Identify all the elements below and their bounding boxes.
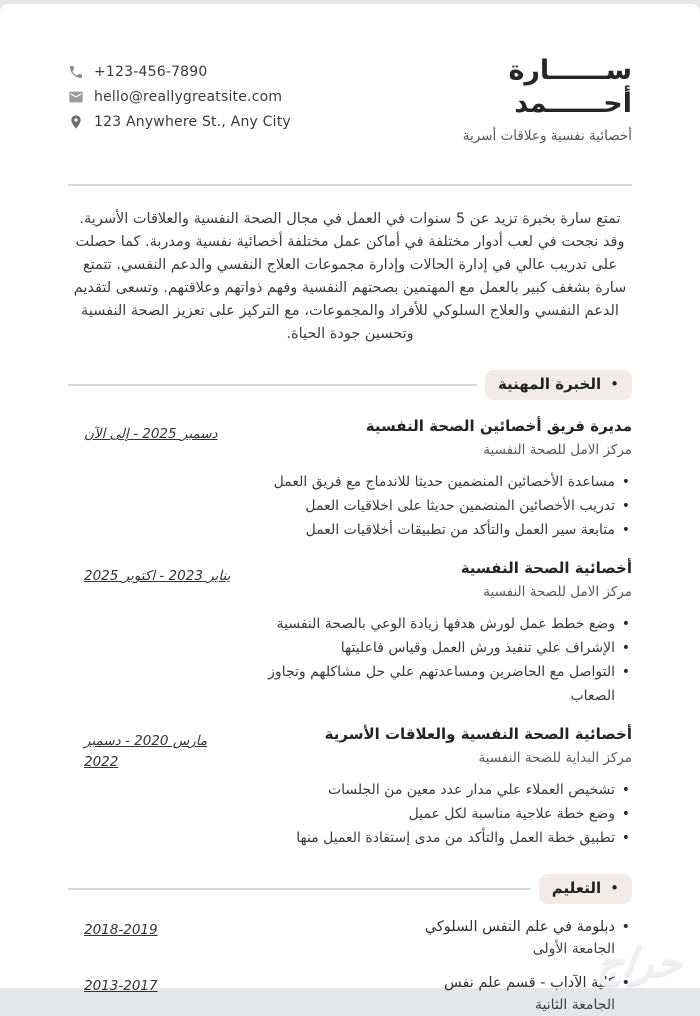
email-icon	[68, 89, 84, 105]
section-rule	[68, 384, 477, 386]
date-column	[68, 972, 240, 1016]
email-value: hello@reallygreatsite.com	[94, 89, 283, 105]
bullet-item: • وضع خطة علاجية مناسبة لكل عميل	[240, 802, 632, 826]
education-entry	[68, 916, 632, 960]
date-column	[68, 416, 240, 542]
education-body	[240, 916, 632, 960]
summary-paragraph: تمتع سارة بخبرة تزيد عن 5 سنوات في العمل في مجال الصحة النفسية والعلاقات الأسرية. وقد نجحت في لعب أدوار مختلفة في أماكن عمل مختلفة أخصائية نفسية ومدربة. كما حصلت على تدريب عالي في إدارة الحالات وإدارة مجموعات العلاج النفسي والدعم النفسي. تتمتع سارة بشغف كبير بالعمل مع المهتمين بصحتهم النفسية وفهم ذواتهم وعلاقتهم. وتسعى لتقديم الدعم النفسي والعلاج السلوكي للأفراد والمجموعات، مع التركيز على تعزيز الصحة النفسية وتحسين جودة الحياة.	[73, 211, 627, 342]
resume-page	[0, 4, 700, 1013]
entry-company: مركز البداية للصحة النفسية	[478, 750, 632, 766]
education-school: الجامعة الثانية	[535, 997, 615, 1013]
entry-title: مديرة فريق أخصائين الصحة النفسية	[365, 417, 632, 435]
section-bullet-icon: •	[610, 374, 619, 393]
entry-date: مارس 2020 - دسمبر 2022	[84, 733, 208, 770]
experience-section-title: الخبرة المهنية	[497, 375, 602, 393]
address-value: 123 Anywhere St., Any City	[94, 114, 291, 130]
date-column	[68, 724, 240, 850]
experience-entry	[68, 558, 632, 708]
entry-body	[240, 724, 632, 850]
name-line-1: ســــــارة	[508, 55, 632, 86]
experience-pill	[485, 370, 632, 400]
bullet-item: • تدريب الأخصائين المنضمين حديثا على اخلاقيات العمل	[240, 494, 632, 518]
entry-bullet-list	[240, 778, 632, 850]
education-degree: • كلية الآداب - قسم علم نفس	[240, 972, 632, 994]
entry-body	[240, 416, 632, 542]
bullet-item: • التواصل مع الحاضرين ومساعدتهم علي حل مشاكلهم وتجاوز الصعاب	[240, 660, 632, 708]
entry-body	[240, 558, 632, 708]
entry-title: أخصائية الصحة النفسية والعلاقات الأسرية	[324, 725, 632, 743]
entry-bullet-list	[240, 612, 632, 708]
education-date: 2013-2017	[84, 978, 158, 994]
entry-bullet-list	[240, 470, 632, 542]
name-line-2: أحــــــمد	[514, 88, 632, 119]
bullet-item: • الإشراف علي تنفيذ ورش العمل وقياس فاعليتها	[240, 636, 632, 660]
location-pin-icon	[68, 114, 84, 130]
date-column	[68, 558, 240, 708]
haraj-watermark: حراج	[595, 940, 686, 986]
section-bullet-icon: •	[610, 878, 619, 897]
entry-company: مركز الامل للصحة النفسية	[483, 442, 632, 458]
entry-date: دسمبر 2025 - إلى الآن	[84, 426, 218, 442]
phone-icon	[68, 64, 84, 80]
education-entry	[68, 972, 632, 1016]
education-date: 2018-2019	[84, 922, 158, 938]
bullet-item: • وضع خطط عمل لورش هدفها زيادة الوعي بالصحة النفسية	[240, 612, 632, 636]
bullet-item: • تطبيق خطة العمل والتأكد من مدى إستفادة العميل منها	[240, 826, 632, 850]
bullet-item: • متابعة سير العمل والتأكد من تطبيقات أخلاقيات العمل	[240, 518, 632, 542]
education-section-header	[68, 874, 632, 904]
education-pill	[539, 874, 632, 904]
experience-section-header	[68, 370, 632, 400]
phone-value: +123-456-7890	[94, 64, 208, 80]
person-job-title: أخصائية نفسية وعلاقات أسرية	[462, 128, 632, 144]
education-degree: • دبلومة في علم النفس السلوكي	[240, 916, 632, 938]
header-divider	[68, 184, 632, 186]
section-rule	[68, 888, 531, 890]
contact-address	[68, 114, 291, 130]
education-section-title: التعليم	[551, 879, 602, 897]
header	[68, 4, 632, 144]
bullet-item: • مساعدة الأخصائين المنضمين حديثا للاندماج مع فريق العمل	[240, 470, 632, 494]
entry-title: أخصائية الصحة النفسية	[460, 559, 632, 577]
contact-email	[68, 89, 291, 105]
experience-entry	[68, 724, 632, 850]
date-column	[68, 916, 240, 960]
contact-list	[68, 54, 291, 130]
education-body	[240, 972, 632, 1016]
person-name	[463, 54, 632, 120]
entry-company: مركز الامل للصحة النفسية	[483, 584, 632, 600]
contact-phone	[68, 64, 291, 80]
experience-entry	[68, 416, 632, 542]
education-school: الجامعة الأولى	[532, 941, 615, 957]
bullet-item: • تشخيص العملاء علي مدار عدد معين من الجلسات	[240, 778, 632, 802]
name-block	[463, 54, 632, 144]
entry-date: يناير 2023 - اكتوبر 2025	[84, 568, 231, 584]
